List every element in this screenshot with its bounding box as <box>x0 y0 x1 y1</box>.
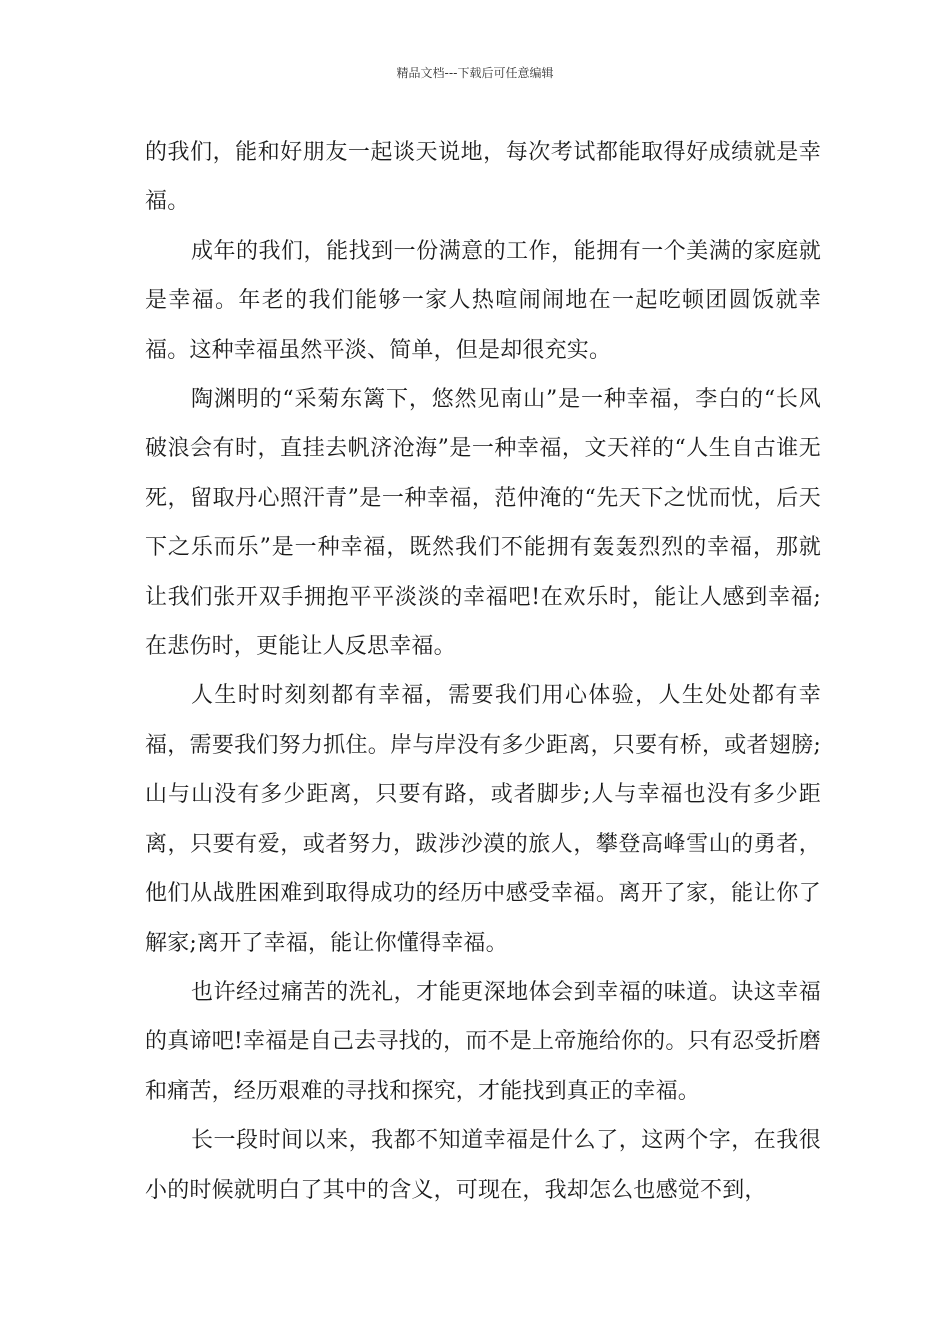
paragraph: 的我们，能和好朋友一起谈天说地，每次考试都能取得好成绩就是幸福。 <box>145 140 821 215</box>
paragraph: 成年的我们，能找到一份满意的工作，能拥有一个美满的家庭就是幸福。年老的我们能够一家人热喧闹闹地在一起吃顿团圆饭就幸福。这种幸福虽然平淡、简单，但是却很充实。 <box>145 238 821 363</box>
document-body <box>145 128 821 1215</box>
paragraph: 长一段时间以来，我都不知道幸福是什么了，这两个字，在我很小的时候就明白了其中的含义，可现在，我却怎么也感觉不到， <box>145 1128 821 1203</box>
paragraph: 人生时时刻刻都有幸福，需要我们用心体验，人生处处都有幸福，需要我们努力抓住。岸与岸没有多少距离，只要有桥，或者翅膀;山与山没有多少距离，只要有路，或者脚步;人与幸福也没有多少距离，只要有爱，或者努力，跋涉沙漠的旅人，攀登高峰雪山的勇者，他们从战胜困难到取得成功的经历中感受幸福。离开了家，能让你了解家;离开了幸福，能让你懂得幸福。 <box>145 683 821 956</box>
paragraph: 也许经过痛苦的洗礼，才能更深地体会到幸福的味道。诀这幸福的真谛吧!幸福是自己去寻找的，而不是上帝施给你的。只有忍受折磨和痛苦，经历艰难的寻找和探究，才能找到真正的幸福。 <box>145 979 821 1104</box>
page-header: 精品文档---下载后可任意编辑 <box>396 66 554 80</box>
paragraph: 陶渊明的“采菊东篱下，悠然见南山”是一种幸福，李白的“长风破浪会有时，直挂去帆济沧海”是一种幸福，文天祥的“人生自古谁无死，留取丹心照汗青”是一种幸福，范仲淹的“先天下之忧而忧，后天下之乐而乐”是一种幸福，既然我们不能拥有轰轰烈烈的幸福，那就让我们张开双手拥抱平平淡淡的幸福吧!在欢乐时，能让人感到幸福;在悲伤时，更能让人反思幸福。 <box>145 387 821 660</box>
